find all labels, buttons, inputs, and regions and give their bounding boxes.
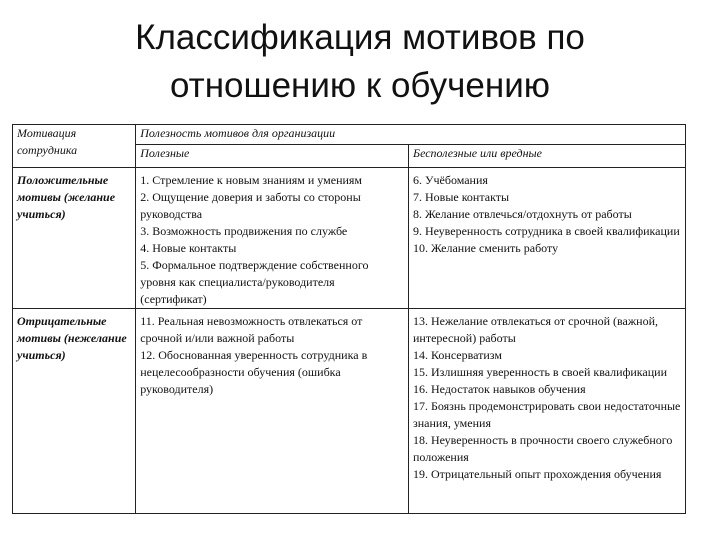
list-item: 16. Недостаток навыков обучения [412, 382, 586, 396]
cell-negative-useful [136, 309, 409, 514]
list-item: 7. Новые контакты [412, 190, 510, 204]
header-useless: Бесполезные или вредные [408, 145, 685, 168]
list-item: 5. Формальное подтверждение собственного уровня как специалиста/руководителя (сертификат) [140, 258, 369, 306]
page-title [0, 14, 720, 110]
cell-negative-useless [408, 309, 685, 514]
list-item: 1. Стремление к новым знаниям и умениям [140, 173, 363, 187]
list-item: 10. Желание сменить работу [412, 241, 559, 255]
list-item: 8. Желание отвлечься/отдохнуть от работы [412, 207, 632, 221]
list-item: 13. Нежелание отвлекаться от срочной (важной, интересной) работы [412, 314, 658, 345]
table-row-negative [13, 309, 686, 514]
list-item: 18. Неуверенность в прочности своего служебного положения [412, 433, 673, 464]
header-usefulness: Полезность мотивов для организации [136, 125, 686, 145]
list-item: 6. Учёбомания [412, 173, 488, 187]
list-item: 12. Обоснованная уверенность сотрудника в нецелесообразности обучения (ошибка руководителя) [140, 348, 368, 396]
list-item: 11. Реальная невозможность отвлекаться от срочной и/или важной работы [140, 314, 363, 345]
list-item: 14. Консерватизм [412, 348, 502, 362]
table-row-positive [13, 168, 686, 309]
title-line-2: отношению к обучению [169, 66, 551, 105]
table-header-row [13, 125, 686, 145]
list-item: 9. Неуверенность сотрудника в своей квалификации [412, 224, 680, 238]
title-line-1: Классификация мотивов по [135, 18, 585, 57]
cell-positive-useless [408, 168, 685, 309]
list-item: 2. Ощущение доверия и заботы со стороны руководства [140, 190, 361, 221]
list-item: 4. Новые контакты [140, 241, 237, 255]
list-item: 15. Излишняя уверенность в своей квалификации [412, 365, 668, 379]
list-item: 19. Отрицательный опыт прохождения обучения [412, 467, 662, 481]
row-label-negative: Отрицательные мотивы (нежелание учиться) [13, 309, 136, 514]
header-motivation: Мотивация сотрудника [13, 125, 136, 168]
motives-table [12, 124, 686, 514]
list-item: 3. Возможность продвижения по службе [140, 224, 348, 238]
cell-positive-useful [136, 168, 409, 309]
header-useful: Полезные [136, 145, 409, 168]
list-item: 17. Боязнь продемонстрировать свои недостаточные знания, умения [412, 399, 681, 430]
row-label-positive: Положительные мотивы (желание учиться) [13, 168, 136, 309]
